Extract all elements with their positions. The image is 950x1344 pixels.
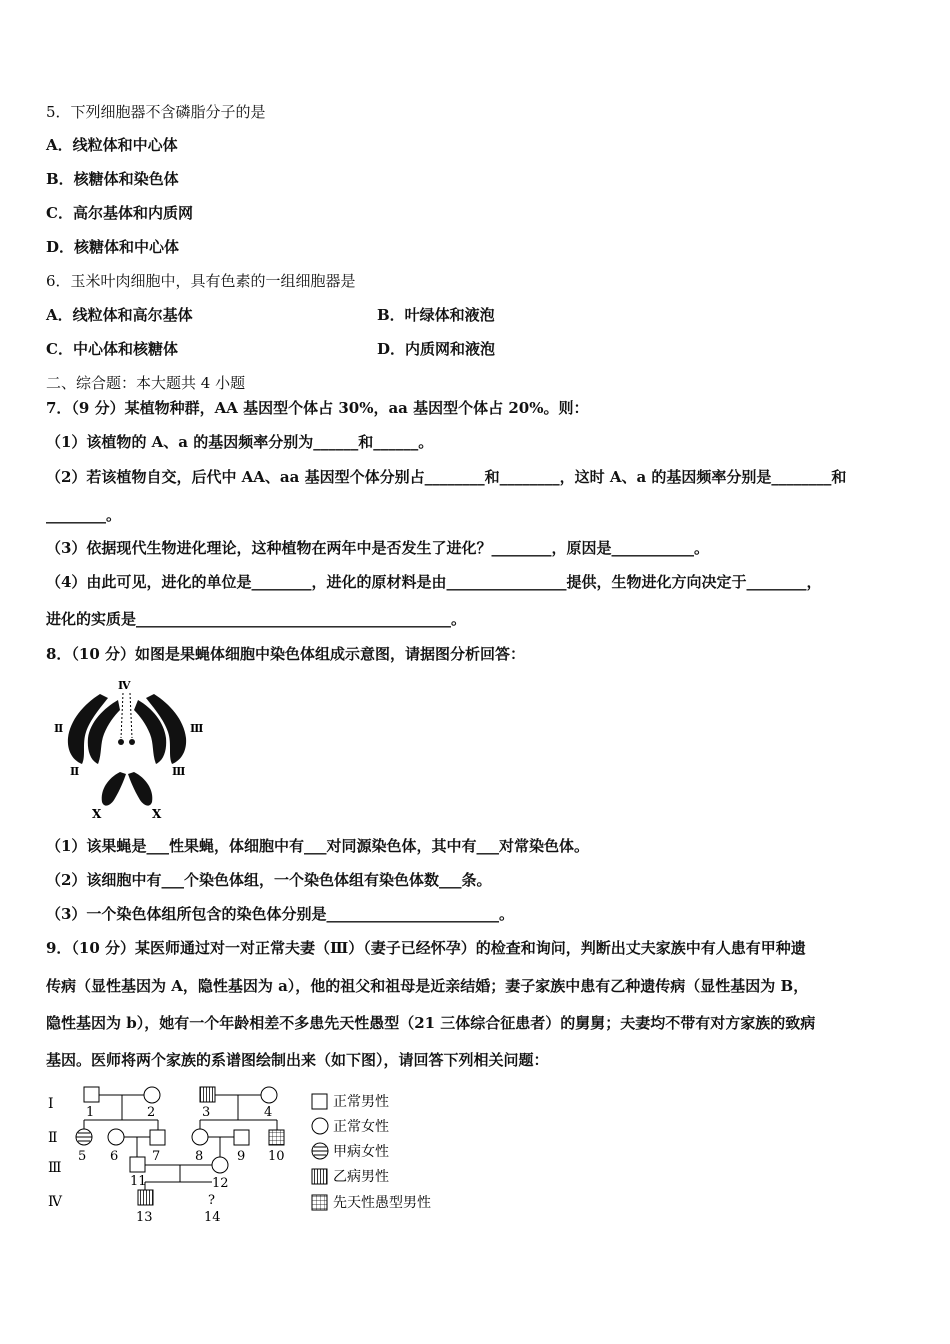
- q9-stem-line3: 隐性基因为 b），她有一个年龄相差不多患先天性愚型（21 三体综合征患者）的舅舅；夫妻均不带有对方家族的致病: [46, 1014, 816, 1032]
- q8-part1: （1）该果蝇是___性果蝇，体细胞中有___对同源染色体，其中有___对常染色体。: [46, 837, 589, 855]
- num-1: 1: [86, 1105, 95, 1120]
- q9-stem-line1: 9．（10 分）某医师通过对一对正常夫妻（Ⅲ）（妻子已经怀孕）的检查和询问，判断出丈夫家族中有人患有甲种遗: [46, 939, 806, 957]
- num-4: 4: [264, 1105, 273, 1120]
- person-12: [212, 1157, 228, 1173]
- legend-disease-a-female: 甲病女性: [333, 1144, 389, 1160]
- num-6: 6: [110, 1149, 119, 1164]
- q6-option-a: A．线粒体和高尔基体: [46, 306, 193, 324]
- q6-option-c: C．中心体和核糖体: [46, 340, 178, 358]
- legend-disease-b-male: 乙病男性: [333, 1169, 389, 1185]
- pedigree-chart: [40, 1080, 460, 1230]
- chromosome-x-left: [102, 772, 126, 806]
- q6-stem: 6．玉米叶肉细胞中，具有色素的一组细胞器是: [46, 272, 356, 290]
- num-9: 9: [237, 1149, 246, 1164]
- q5-option-b: B．核糖体和染色体: [46, 170, 179, 188]
- num-3: 3: [202, 1105, 211, 1120]
- q5-option-d: D．核糖体和中心体: [46, 238, 180, 256]
- q7-part2-line1: （2）若该植物自交，后代中 AA、aa 基因型个体分别占________和________，这时 A、a 的基因频率分别是________和: [46, 468, 847, 486]
- chromosome-iv-right: [129, 739, 135, 745]
- num-2: 2: [147, 1105, 156, 1120]
- gen-ii: Ⅱ: [48, 1130, 58, 1146]
- num-8: 8: [195, 1149, 204, 1164]
- person-7: [150, 1130, 165, 1145]
- num-5: 5: [78, 1149, 87, 1164]
- q8-part2: （2）该细胞中有___个染色体组，一个染色体组有染色体数___条。: [46, 871, 492, 889]
- q9-stem-line2: 传病（显性基因为 A，隐性基因为 a），他的祖父和祖母是近亲结婚；妻子家族中患有乙种遗传病（显性基因为 B，: [46, 977, 809, 995]
- legend-normal-male: 正常男性: [333, 1094, 389, 1110]
- chromosome-x-right: [128, 772, 152, 806]
- q9-stem-line4: 基因。医师将两个家族的系谱图绘制出来（如下图），请回答下列相关问题：: [46, 1051, 549, 1069]
- q6-option-d: D．内质网和液泡: [377, 340, 496, 358]
- label-iii-bottom: Ⅲ: [172, 765, 186, 778]
- person-3: [200, 1087, 215, 1102]
- chromosome-iv-left: [118, 739, 124, 745]
- num-10: 10: [268, 1149, 285, 1164]
- q5-option-c: C．高尔基体和内质网: [46, 204, 193, 222]
- person-6: [108, 1129, 124, 1145]
- q7-part4-line2: 进化的实质是__________________________________________。: [46, 610, 467, 628]
- person-4: [261, 1087, 277, 1103]
- num-11: 11: [130, 1174, 147, 1189]
- gen-iv: Ⅳ: [48, 1194, 62, 1210]
- person-13: [138, 1190, 153, 1205]
- person-1: [84, 1087, 99, 1102]
- q8-stem: 8．（10 分）如图是果蝇体细胞中染色体组成示意图，请据图分析回答：: [46, 645, 526, 663]
- gen-i: Ⅰ: [48, 1096, 54, 1112]
- person-10: [269, 1130, 284, 1145]
- legend-down-syndrome-male: 先天性愚型男性: [333, 1195, 431, 1211]
- legend-disease-b-male-icon: [312, 1169, 327, 1184]
- person-2: [144, 1087, 160, 1103]
- label-iii-top: Ⅲ: [190, 722, 204, 735]
- legend-normal-female: 正常女性: [333, 1119, 389, 1135]
- q7-part3: （3）依据现代生物进化理论，这种植物在两年中是否发生了进化？________，原因是___________。: [46, 539, 709, 557]
- q7-stem: 7．（9 分）某植物种群，AA 基因型个体占 30%，aa 基因型个体占 20%。则：: [46, 399, 589, 417]
- label-ii-bottom: Ⅱ: [70, 765, 80, 778]
- section-title: 二、综合题：本大题共 4 小题: [46, 374, 246, 392]
- q7-part4-line1: （4）由此可见，进化的单位是________，进化的原材料是由________________提供，生物进化方向决定于________，: [46, 573, 822, 591]
- num-14: 14: [204, 1210, 221, 1225]
- q8-part3: （3）一个染色体组所包含的染色体分别是_______________________。: [46, 905, 514, 923]
- legend-normal-male-icon: [312, 1094, 327, 1109]
- label-x-left: X: [92, 807, 102, 821]
- person-8: [192, 1129, 208, 1145]
- num-12: 12: [212, 1176, 229, 1191]
- legend-normal-female-icon: [312, 1118, 328, 1134]
- num-7: 7: [152, 1149, 161, 1164]
- chromosome-figure: [48, 676, 213, 821]
- num-13: 13: [136, 1210, 153, 1225]
- person-9: [234, 1130, 249, 1145]
- q6-option-b: B．叶绿体和液泡: [377, 306, 495, 324]
- q7-part2-line2: ________。: [46, 506, 122, 524]
- person-14-unknown: ?: [208, 1193, 215, 1208]
- label-x-right: X: [152, 807, 162, 821]
- q7-part1: （1）该植物的 A、a 的基因频率分别为______和______。: [46, 433, 434, 451]
- legend-down-syndrome-male-icon: [312, 1195, 327, 1210]
- label-ii-top: Ⅱ: [54, 722, 64, 735]
- q5-option-a: A．线粒体和中心体: [46, 136, 178, 154]
- person-11: [130, 1157, 145, 1172]
- label-iv: Ⅳ: [118, 679, 131, 692]
- q5-stem: 5．下列细胞器不含磷脂分子的是: [46, 103, 266, 121]
- gen-iii: Ⅲ: [48, 1160, 62, 1176]
